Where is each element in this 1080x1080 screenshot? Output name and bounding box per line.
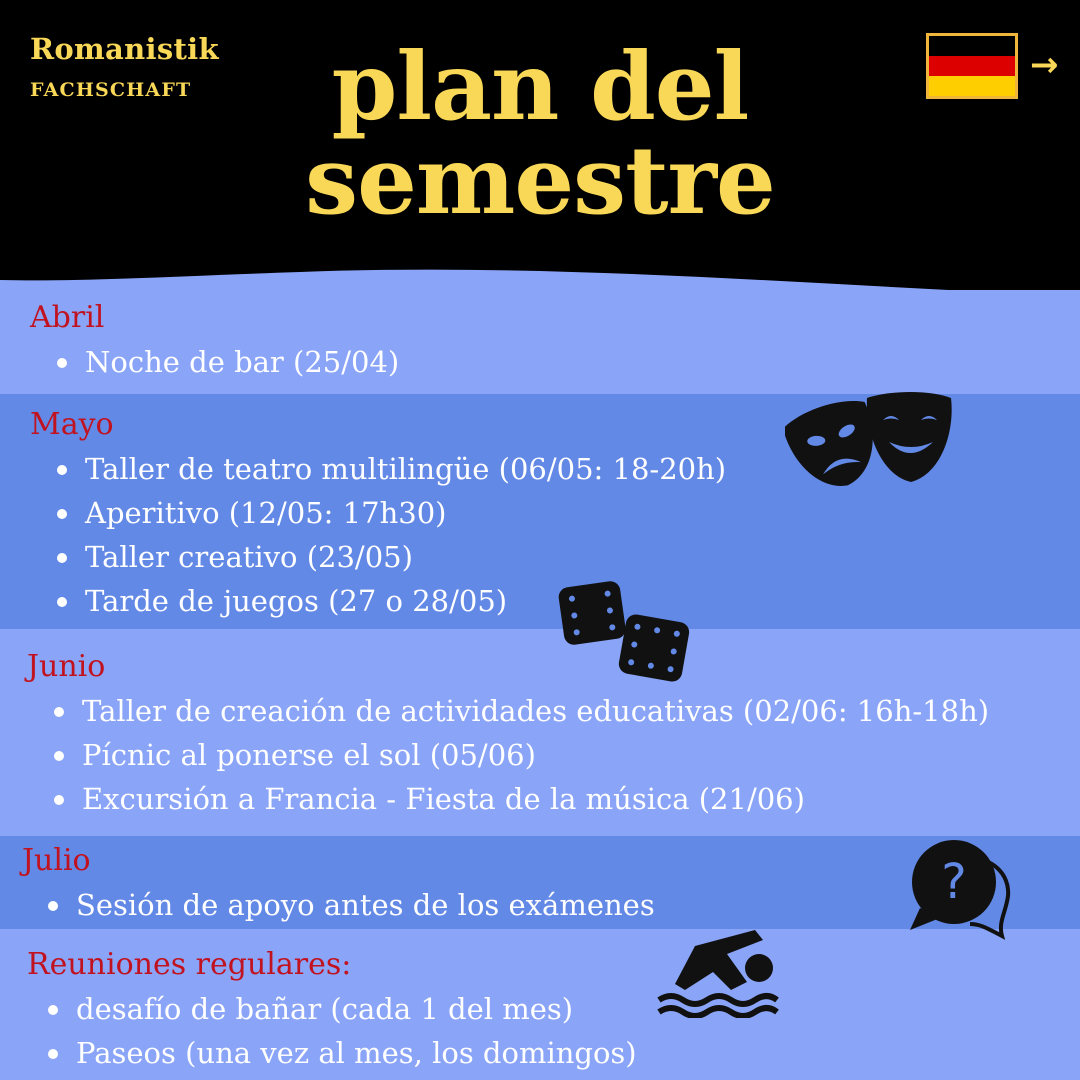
list-item: Tarde de juegos (27 o 28/05)	[57, 579, 726, 623]
flag-stripe-black	[929, 36, 1015, 56]
list-junio	[54, 689, 989, 821]
list-item: Excursión a Francia - Fiesta de la música (21/06)	[54, 777, 989, 821]
next-arrow-icon[interactable]: →	[1030, 45, 1059, 85]
month-heading-julio: Julio	[22, 843, 91, 878]
list-reuniones	[48, 987, 637, 1075]
list-item: Noche de bar (25/04)	[57, 340, 399, 384]
list-item: Aperitivo (12/05: 17h30)	[57, 491, 726, 535]
flag-stripe-red	[929, 56, 1015, 76]
theater-masks-icon	[785, 392, 955, 494]
list-abril	[57, 340, 399, 384]
flag-stripe-gold	[929, 76, 1015, 96]
header	[0, 0, 1080, 300]
dice-icon	[556, 578, 692, 684]
list-item: Sesión de apoyo antes de los exámenes	[48, 883, 655, 927]
list-item: Paseos (una vez al mes, los domingos)	[48, 1031, 637, 1075]
page-title-line-1: plan del	[331, 32, 749, 142]
list-item: desafío de bañar (cada 1 del mes)	[48, 987, 637, 1031]
svg-text:?: ?	[941, 854, 967, 910]
list-item: Pícnic al ponerse el sol (05/06)	[54, 733, 989, 777]
month-heading-mayo: Mayo	[30, 407, 114, 442]
brand-subtitle: FACHSCHAFT	[30, 79, 192, 101]
list-julio	[48, 883, 655, 927]
german-flag-icon[interactable]	[926, 33, 1018, 99]
list-item: Taller de teatro multilingüe (06/05: 18-20h)	[57, 447, 726, 491]
list-item: Taller de creación de actividades educativas (02/06: 16h-18h)	[54, 689, 989, 733]
question-speech-bubble-icon	[906, 838, 1018, 942]
month-heading-reuniones: Reuniones regulares:	[27, 947, 352, 982]
month-heading-abril: Abril	[30, 300, 105, 335]
brand-name: Romanistik	[30, 32, 219, 66]
page-title	[250, 32, 830, 236]
page-title-line-2: semestre	[305, 126, 775, 236]
month-heading-junio: Junio	[27, 649, 106, 684]
list-item: Taller creativo (23/05)	[57, 535, 726, 579]
swimmer-icon	[655, 928, 781, 1018]
